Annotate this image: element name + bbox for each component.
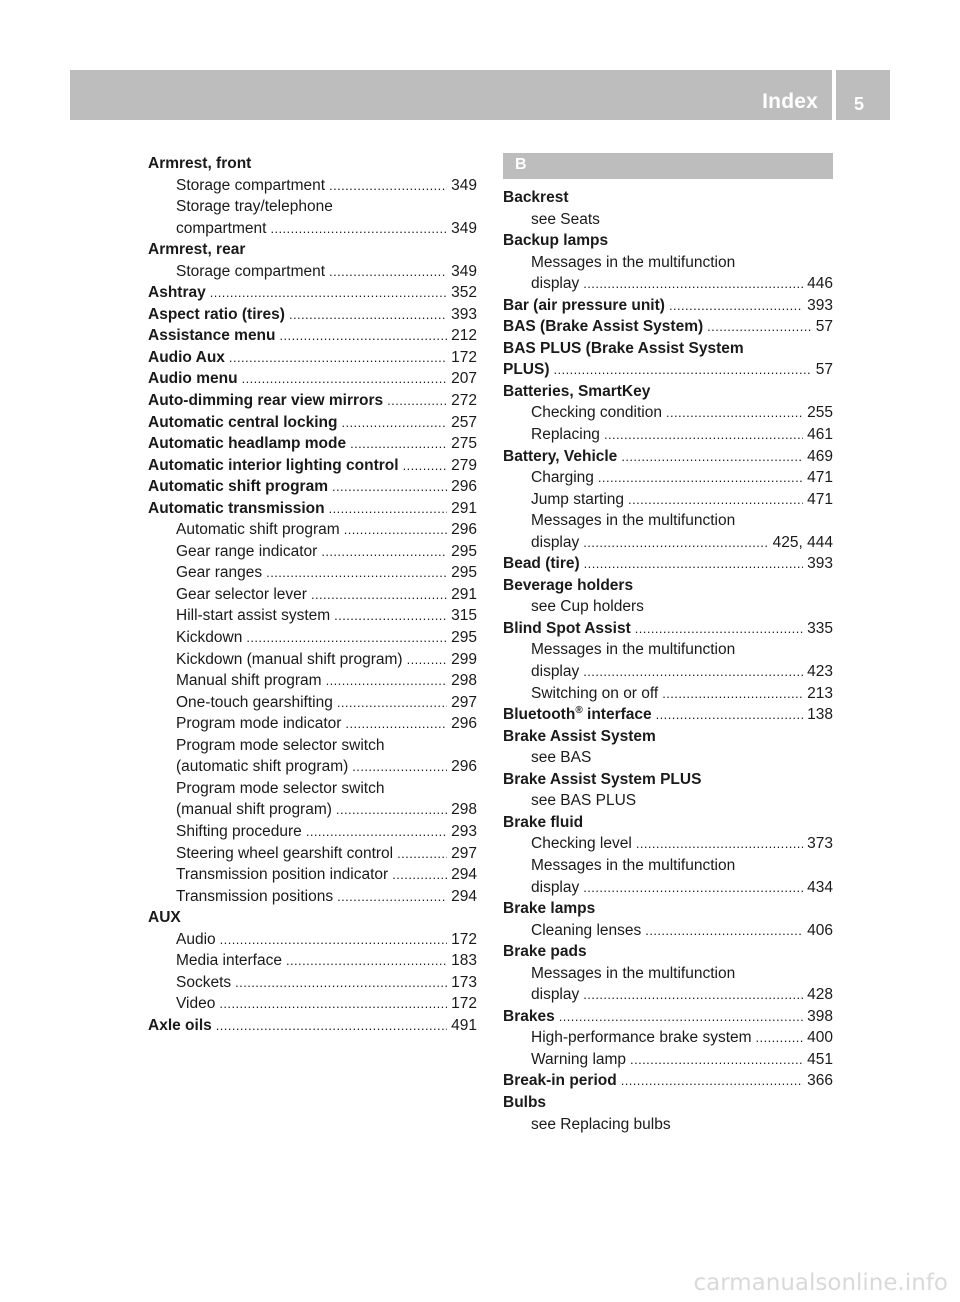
index-entry — [503, 769, 833, 791]
index-subentry — [503, 790, 833, 812]
index-subentry — [148, 972, 477, 994]
index-subentry — [503, 1027, 833, 1049]
entry-label: Media interface — [176, 952, 282, 970]
entry-label: Beverage holders — [503, 576, 634, 594]
index-entry — [148, 304, 477, 326]
index-entry — [503, 1070, 833, 1092]
entry-label: Automatic transmission — [148, 499, 325, 517]
page-reference: 296 — [451, 521, 477, 539]
leader-dots — [554, 359, 812, 381]
leader-dots — [604, 424, 803, 446]
entry-label: Program mode selector switch — [176, 779, 385, 797]
leader-dots — [583, 273, 803, 295]
entry-label: Bead (tire) — [503, 555, 580, 573]
entry-label: Video — [176, 995, 216, 1013]
index-entry — [148, 1015, 477, 1037]
index-entry — [503, 553, 833, 575]
page-reference: 349 — [451, 262, 477, 280]
entry-label: AUX — [148, 909, 181, 927]
entry-label: Sockets — [176, 973, 232, 991]
page-reference: 366 — [807, 1072, 833, 1090]
leader-dots — [669, 295, 803, 317]
page-reference: 298 — [451, 801, 477, 819]
entry-label: Automatic headlamp mode — [148, 435, 347, 453]
page-reference: 295 — [451, 629, 477, 647]
leader-dots — [392, 864, 447, 886]
index-subentry — [503, 252, 833, 274]
entry-label: Storage tray/telephone — [176, 198, 333, 216]
entry-label: Brake pads — [503, 943, 587, 961]
index-subentry — [148, 756, 477, 778]
index-subentry — [148, 605, 477, 627]
index-subentry — [503, 683, 833, 705]
leader-dots — [583, 877, 803, 899]
index-entry — [503, 941, 833, 963]
index-entry — [503, 618, 833, 640]
entry-label: Armrest, front — [148, 155, 252, 172]
page-reference: 298 — [451, 672, 477, 690]
entry-label: Messages in the multifunction — [531, 253, 736, 271]
leader-dots — [583, 532, 768, 554]
index-subentry — [503, 833, 833, 855]
index-subentry — [503, 639, 833, 661]
page-reference: 297 — [451, 693, 477, 711]
page-reference: 294 — [451, 887, 477, 905]
entry-label: Transmission positions — [176, 887, 334, 905]
entry-label: see Seats — [531, 210, 600, 228]
entry-label: display — [531, 663, 580, 681]
entry-label: Bulbs — [503, 1093, 547, 1111]
page-reference: 296 — [451, 715, 477, 733]
page-reference: 471 — [807, 490, 833, 508]
entry-label: display — [531, 275, 580, 293]
page-reference: 212 — [451, 327, 477, 345]
entry-label: see Cup holders — [531, 598, 644, 616]
entry-label: see BAS — [531, 749, 592, 767]
page-reference: 428 — [807, 986, 833, 1004]
entry-label: Assistance menu — [148, 327, 276, 345]
entry-label: BAS (Brake Assist System) — [503, 318, 704, 336]
entry-label: Automatic shift program — [176, 521, 340, 539]
index-entry — [503, 381, 833, 403]
index-entry — [148, 390, 477, 412]
index-subentry — [503, 661, 833, 683]
page-reference: 469 — [807, 447, 833, 465]
entry-label: Checking level — [531, 835, 632, 853]
entry-label: Gear ranges — [176, 564, 263, 582]
entry-label: Messages in the multifunction — [531, 964, 736, 982]
index-subentry — [503, 963, 833, 985]
leader-dots — [242, 368, 448, 390]
page-reference: 255 — [807, 404, 833, 422]
page-number: 5 — [854, 94, 865, 114]
leader-dots — [337, 692, 447, 714]
index-entry — [503, 704, 833, 726]
leader-dots — [321, 541, 447, 563]
index-subentry — [503, 209, 833, 231]
index-subentry — [148, 541, 477, 563]
index-entry — [148, 153, 477, 175]
leader-dots — [350, 433, 447, 455]
leader-dots — [628, 489, 803, 511]
index-subentry — [503, 467, 833, 489]
index-entry — [148, 282, 477, 304]
entry-label: Batteries, SmartKey — [503, 382, 651, 400]
index-subentry — [503, 1114, 833, 1136]
entry-label: Brake Assist System PLUS — [503, 770, 702, 788]
leader-dots — [621, 1070, 803, 1092]
index-subentry — [148, 218, 477, 240]
index-subentry — [503, 855, 833, 877]
entry-label: Kickdown — [176, 629, 243, 647]
page-reference: 446 — [807, 275, 833, 293]
leader-dots — [332, 476, 447, 498]
index-entry — [148, 412, 477, 434]
page-reference: 213 — [807, 684, 833, 702]
page-reference: 393 — [451, 305, 477, 323]
index-subentry — [148, 519, 477, 541]
leader-dots — [352, 756, 447, 778]
entry-label: Warning lamp — [531, 1050, 627, 1068]
leader-dots — [246, 627, 447, 649]
index-subentry — [503, 424, 833, 446]
page-reference: 297 — [451, 844, 477, 862]
page-reference: 335 — [807, 619, 833, 637]
entry-label: Storage compartment — [176, 176, 326, 194]
page-reference: 315 — [451, 607, 477, 625]
leader-dots — [397, 843, 447, 865]
entry-label: Brakes — [503, 1007, 555, 1025]
index-entry — [503, 575, 833, 597]
leader-dots — [583, 984, 803, 1006]
entry-label: display — [531, 878, 580, 896]
leader-dots — [329, 175, 447, 197]
entry-label: Aspect ratio (tires) — [148, 305, 285, 323]
index-subentry — [148, 886, 477, 908]
entry-label: Jump starting — [531, 490, 625, 508]
page-reference: 296 — [451, 758, 477, 776]
index-subentry — [148, 261, 477, 283]
index-entry — [148, 239, 477, 261]
index-entry — [503, 1006, 833, 1028]
entry-label: High-performance brake system — [531, 1029, 752, 1047]
entry-label: Gear selector lever — [176, 585, 307, 603]
index-entry — [503, 812, 833, 834]
index-entry — [503, 359, 833, 381]
leader-dots — [286, 950, 447, 972]
page-reference: 400 — [807, 1029, 833, 1047]
leader-dots — [336, 799, 447, 821]
leader-dots — [387, 390, 447, 412]
index-subentry — [503, 747, 833, 769]
entry-label: Replacing — [531, 426, 600, 444]
index-subentry — [148, 692, 477, 714]
leader-dots — [311, 584, 447, 606]
page-reference: 257 — [451, 413, 477, 431]
page-reference: 172 — [451, 930, 477, 948]
index-subentry — [148, 799, 477, 821]
index-subentry — [148, 562, 477, 584]
index-entry — [503, 187, 833, 209]
entry-label: Storage compartment — [176, 262, 326, 280]
leader-dots — [344, 519, 447, 541]
entry-label: Ashtray — [148, 284, 206, 302]
index-subentry — [148, 627, 477, 649]
page-reference: 352 — [451, 284, 477, 302]
entry-label: see BAS PLUS — [531, 792, 637, 810]
page-reference: 279 — [451, 456, 477, 474]
index-entry — [148, 907, 477, 929]
entry-label: Brake fluid — [503, 813, 584, 831]
page-reference: 172 — [451, 348, 477, 366]
entry-label: Backup lamps — [503, 232, 609, 250]
index-entry — [148, 498, 477, 520]
index-column-right — [503, 153, 833, 1135]
leader-dots — [326, 670, 448, 692]
page-reference: 349 — [451, 219, 477, 237]
entry-label: Automatic interior lighting control — [148, 456, 399, 474]
entry-label: Hill-start assist system — [176, 607, 331, 625]
page-number-box — [836, 70, 890, 120]
index-subentry — [148, 649, 477, 671]
index-subentry — [148, 821, 477, 843]
index-subentry — [503, 489, 833, 511]
page-reference: 138 — [807, 706, 833, 724]
entry-label: Automatic central locking — [148, 413, 338, 431]
leader-dots — [229, 347, 447, 369]
leader-dots — [407, 649, 448, 671]
entry-label: Switching on or off — [531, 684, 659, 702]
index-subentry — [148, 584, 477, 606]
entry-label: Kickdown (manual shift program) — [176, 650, 403, 668]
entry-label: display — [531, 533, 580, 551]
entry-label: Blind Spot Assist — [503, 619, 631, 637]
leader-dots — [220, 929, 447, 951]
index-subentry — [148, 670, 477, 692]
page-reference: 183 — [451, 952, 477, 970]
page-reference: 406 — [807, 921, 833, 939]
index-subentry — [148, 778, 477, 800]
index-subentry — [148, 735, 477, 757]
entry-label: display — [531, 986, 580, 1004]
index-subentry — [503, 1049, 833, 1071]
entry-label: compartment — [176, 219, 267, 237]
page-reference: 423 — [807, 663, 833, 681]
page-reference: 173 — [451, 973, 477, 991]
page-reference: 425, 444 — [772, 533, 833, 551]
entry-label: (manual shift program) — [176, 801, 332, 819]
leader-dots — [345, 713, 447, 735]
entry-label: Gear range indicator — [176, 542, 318, 560]
index-entries-right — [503, 187, 833, 1135]
page-reference: 293 — [451, 822, 477, 840]
index-subentry — [503, 877, 833, 899]
leader-dots — [707, 316, 812, 338]
leader-dots — [216, 1015, 447, 1037]
index-entry — [503, 230, 833, 252]
entry-label: Battery, Vehicle — [503, 447, 618, 465]
entry-label: see Replacing bulbs — [531, 1115, 671, 1133]
leader-dots — [636, 833, 803, 855]
leader-dots — [235, 972, 447, 994]
entry-label: Armrest, rear — [148, 241, 246, 259]
page-reference: 275 — [451, 435, 477, 453]
entry-label: Brake lamps — [503, 900, 596, 918]
entry-label: Auto-dimming rear view mirrors — [148, 392, 384, 410]
index-subentry — [503, 510, 833, 532]
index-subentry — [148, 196, 477, 218]
watermark: carmanualsonline.info — [693, 1270, 948, 1296]
index-entry — [148, 433, 477, 455]
leader-dots — [219, 993, 447, 1015]
index-entry — [503, 316, 833, 338]
index-subentry — [148, 864, 477, 886]
entry-label: Messages in the multifunction — [531, 512, 736, 530]
entry-label: Manual shift program — [176, 672, 322, 690]
index-entries-left — [148, 153, 477, 1036]
index-entry — [503, 295, 833, 317]
page-reference: 373 — [807, 835, 833, 853]
leader-dots — [289, 304, 447, 326]
entry-label: PLUS) — [503, 361, 550, 379]
entry-label: BAS PLUS (Brake Assist System — [503, 339, 744, 357]
leader-dots — [756, 1027, 804, 1049]
index-subentry — [503, 532, 833, 554]
leader-dots — [584, 553, 803, 575]
page-reference: 272 — [451, 392, 477, 410]
leader-dots — [630, 1049, 803, 1071]
page-reference: 461 — [807, 426, 833, 444]
index-subentry — [503, 402, 833, 424]
entry-label: Steering wheel gearshift control — [176, 844, 394, 862]
leader-dots — [635, 618, 803, 640]
leader-dots — [329, 261, 447, 283]
page-reference: 295 — [451, 564, 477, 582]
index-subentry — [148, 929, 477, 951]
page-reference: 451 — [807, 1050, 833, 1068]
entry-label: Automatic shift program — [148, 478, 328, 496]
entry-label: Audio — [176, 930, 216, 948]
index-entry — [148, 325, 477, 347]
leader-dots — [662, 683, 803, 705]
page-reference: 291 — [451, 585, 477, 603]
leader-dots — [598, 467, 803, 489]
entry-label: Audio menu — [148, 370, 238, 388]
page-reference: 393 — [807, 555, 833, 573]
index-entry — [148, 476, 477, 498]
page-reference: 296 — [451, 478, 477, 496]
section-header-b — [503, 153, 833, 179]
entry-label: Program mode selector switch — [176, 736, 385, 754]
entry-label: Shifting procedure — [176, 822, 302, 840]
index-subentry — [148, 950, 477, 972]
page-reference: 57 — [815, 361, 833, 379]
leader-dots — [270, 218, 447, 240]
leader-dots — [329, 498, 448, 520]
section-letter: B — [515, 156, 527, 173]
index-subentry — [503, 596, 833, 618]
entry-label: Messages in the multifunction — [531, 641, 736, 659]
leader-dots — [337, 886, 447, 908]
index-subentry — [148, 713, 477, 735]
entry-label: Backrest — [503, 189, 569, 206]
page-reference: 398 — [807, 1007, 833, 1025]
index-entry — [503, 898, 833, 920]
leader-dots — [306, 821, 447, 843]
entry-label: Bar (air pressure unit) — [503, 296, 665, 314]
leader-dots — [645, 920, 803, 942]
leader-dots — [210, 282, 447, 304]
leader-dots — [341, 412, 447, 434]
entry-label: Audio Aux — [148, 348, 225, 366]
page-reference: 295 — [451, 542, 477, 560]
index-subentry — [503, 920, 833, 942]
leader-dots — [666, 402, 803, 424]
entry-label: (automatic shift program) — [176, 758, 349, 776]
index-subentry — [148, 843, 477, 865]
page-reference: 294 — [451, 866, 477, 884]
entry-label: Charging — [531, 469, 594, 487]
leader-dots — [403, 455, 448, 477]
index-subentry — [503, 984, 833, 1006]
index-entry — [148, 455, 477, 477]
index-entry — [148, 368, 477, 390]
page-reference: 207 — [451, 370, 477, 388]
leader-dots — [621, 446, 803, 468]
index-entry — [503, 1092, 833, 1114]
leader-dots — [334, 605, 447, 627]
entry-label: Brake Assist System — [503, 727, 656, 745]
index-entry — [148, 347, 477, 369]
index-entry — [503, 726, 833, 748]
entry-label: Cleaning lenses — [531, 921, 642, 939]
page-reference: 57 — [815, 318, 833, 336]
index-subentry — [503, 273, 833, 295]
entry-label: Transmission position indicator — [176, 866, 389, 884]
page-reference: 393 — [807, 296, 833, 314]
entry-label: One-touch gearshifting — [176, 693, 333, 711]
page-reference: 471 — [807, 469, 833, 487]
page-reference: 491 — [451, 1016, 477, 1034]
leader-dots — [583, 661, 803, 683]
index-column-left — [148, 153, 477, 1036]
entry-label: Bluetooth® interface — [503, 705, 652, 724]
index-subentry — [148, 175, 477, 197]
entry-label: Messages in the multifunction — [531, 856, 736, 874]
page-reference: 299 — [451, 650, 477, 668]
header-title: Index — [762, 90, 818, 113]
page-header-bar — [70, 70, 832, 120]
index-entry — [503, 338, 833, 360]
index-entry — [503, 446, 833, 468]
leader-dots — [559, 1006, 803, 1028]
entry-label: Program mode indicator — [176, 715, 342, 733]
entry-label: Axle oils — [148, 1016, 212, 1034]
leader-dots — [656, 704, 804, 726]
entry-label: Checking condition — [531, 404, 662, 422]
page-reference: 434 — [807, 878, 833, 896]
page-reference: 291 — [451, 499, 477, 517]
leader-dots — [280, 325, 448, 347]
entry-label: Break-in period — [503, 1072, 617, 1090]
index-subentry — [148, 993, 477, 1015]
page-reference: 349 — [451, 176, 477, 194]
page-reference: 172 — [451, 995, 477, 1013]
leader-dots — [266, 562, 447, 584]
